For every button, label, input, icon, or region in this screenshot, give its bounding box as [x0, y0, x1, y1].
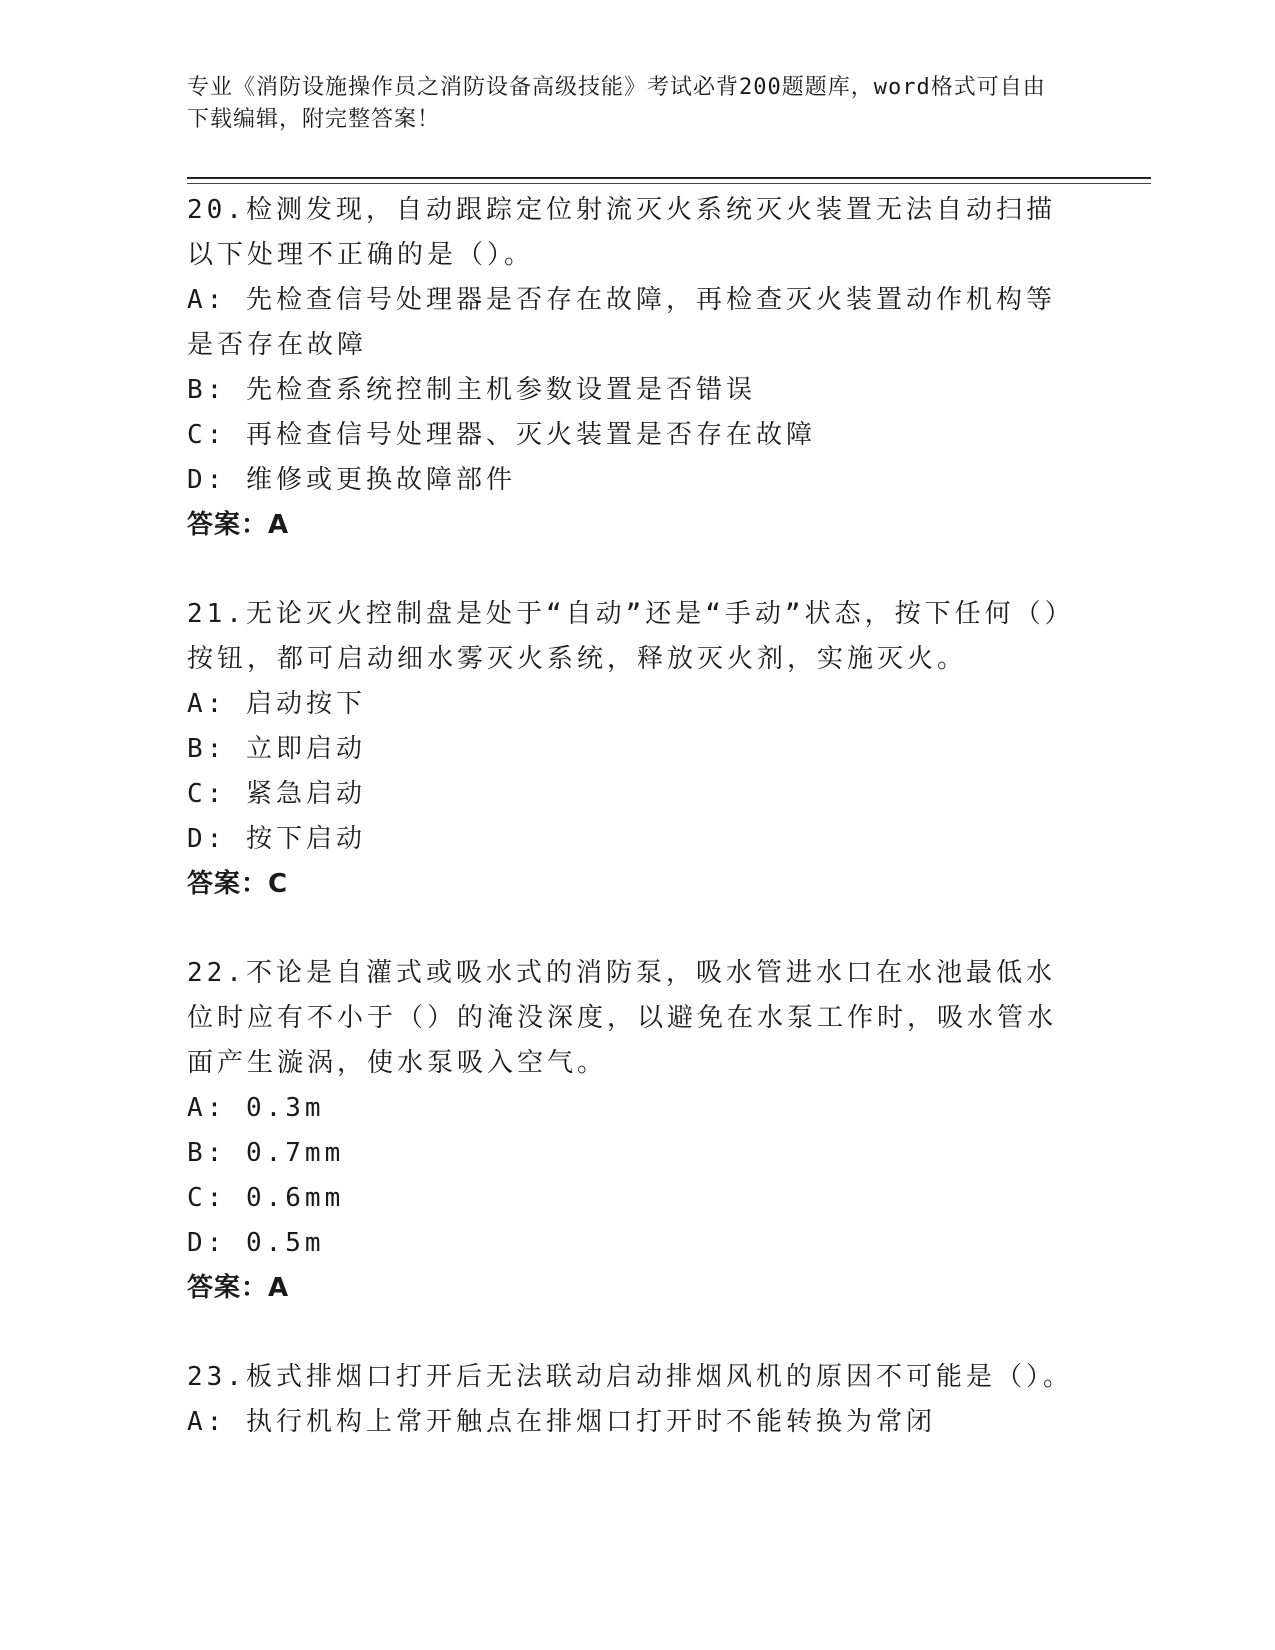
question-text: 22.不论是自灌式或吸水式的消防泵，吸水管进水口在水池最低水位时应有不小于（）的淹没深度，以避免在水泵工作时，吸水管水面产生漩涡，使水泵吸入空气。: [187, 958, 1058, 1078]
header-divider-thin: [187, 183, 1151, 184]
option-c: C: 0.6mm: [187, 1183, 345, 1213]
option-c: C: 再检查信号处理器、灭火装置是否存在故障: [187, 420, 816, 450]
question-text: 20.检测发现，自动跟踪定位射流灭火系统灭火装置无法自动扫描以下处理不正确的是（）。: [187, 195, 1056, 270]
option-b: B: 先检查系统控制主机参数设置是否错误: [187, 375, 756, 405]
header-divider-thick: [187, 177, 1151, 179]
option-b: B: 0.7mm: [187, 1138, 345, 1168]
question-20: [187, 188, 1077, 548]
option-b: B: 立即启动: [187, 734, 366, 764]
answer-line: 答案：C: [187, 869, 289, 899]
option-a: A: 启动按下: [187, 689, 366, 719]
document-header: 专业《消防设施操作员之消防设备高级技能》考试必背200题题库，word格式可自由下载编辑，附完整答案！: [187, 75, 1046, 132]
question-23: [187, 1355, 1077, 1445]
option-c: C: 紧急启动: [187, 779, 366, 809]
option-d: D: 按下启动: [187, 824, 366, 854]
option-a: A: 执行机构上常开触点在排烟口打开时不能转换为常闭: [187, 1407, 936, 1437]
question-list: [187, 188, 1077, 1489]
question-21: [187, 592, 1077, 907]
option-d: D: 维修或更换故障部件: [187, 465, 516, 495]
answer-line: 答案：A: [187, 1273, 290, 1303]
option-d: D: 0.5m: [187, 1228, 325, 1258]
option-a: A: 0.3m: [187, 1093, 325, 1123]
question-22: [187, 951, 1077, 1311]
question-text: 23.板式排烟口打开后无法联动启动排烟风机的原因不可能是（）。: [187, 1362, 1073, 1392]
option-a: A: 先检查信号处理器是否存在故障，再检查灭火装置动作机构等是否存在故障: [187, 285, 1056, 360]
question-text: 21.无论灭火控制盘是处于“自动”还是“手动”状态，按下任何（）按钮，都可启动细水雾灭火系统，释放灭火剂，实施灭火。: [187, 599, 1075, 674]
answer-line: 答案：A: [187, 510, 290, 540]
